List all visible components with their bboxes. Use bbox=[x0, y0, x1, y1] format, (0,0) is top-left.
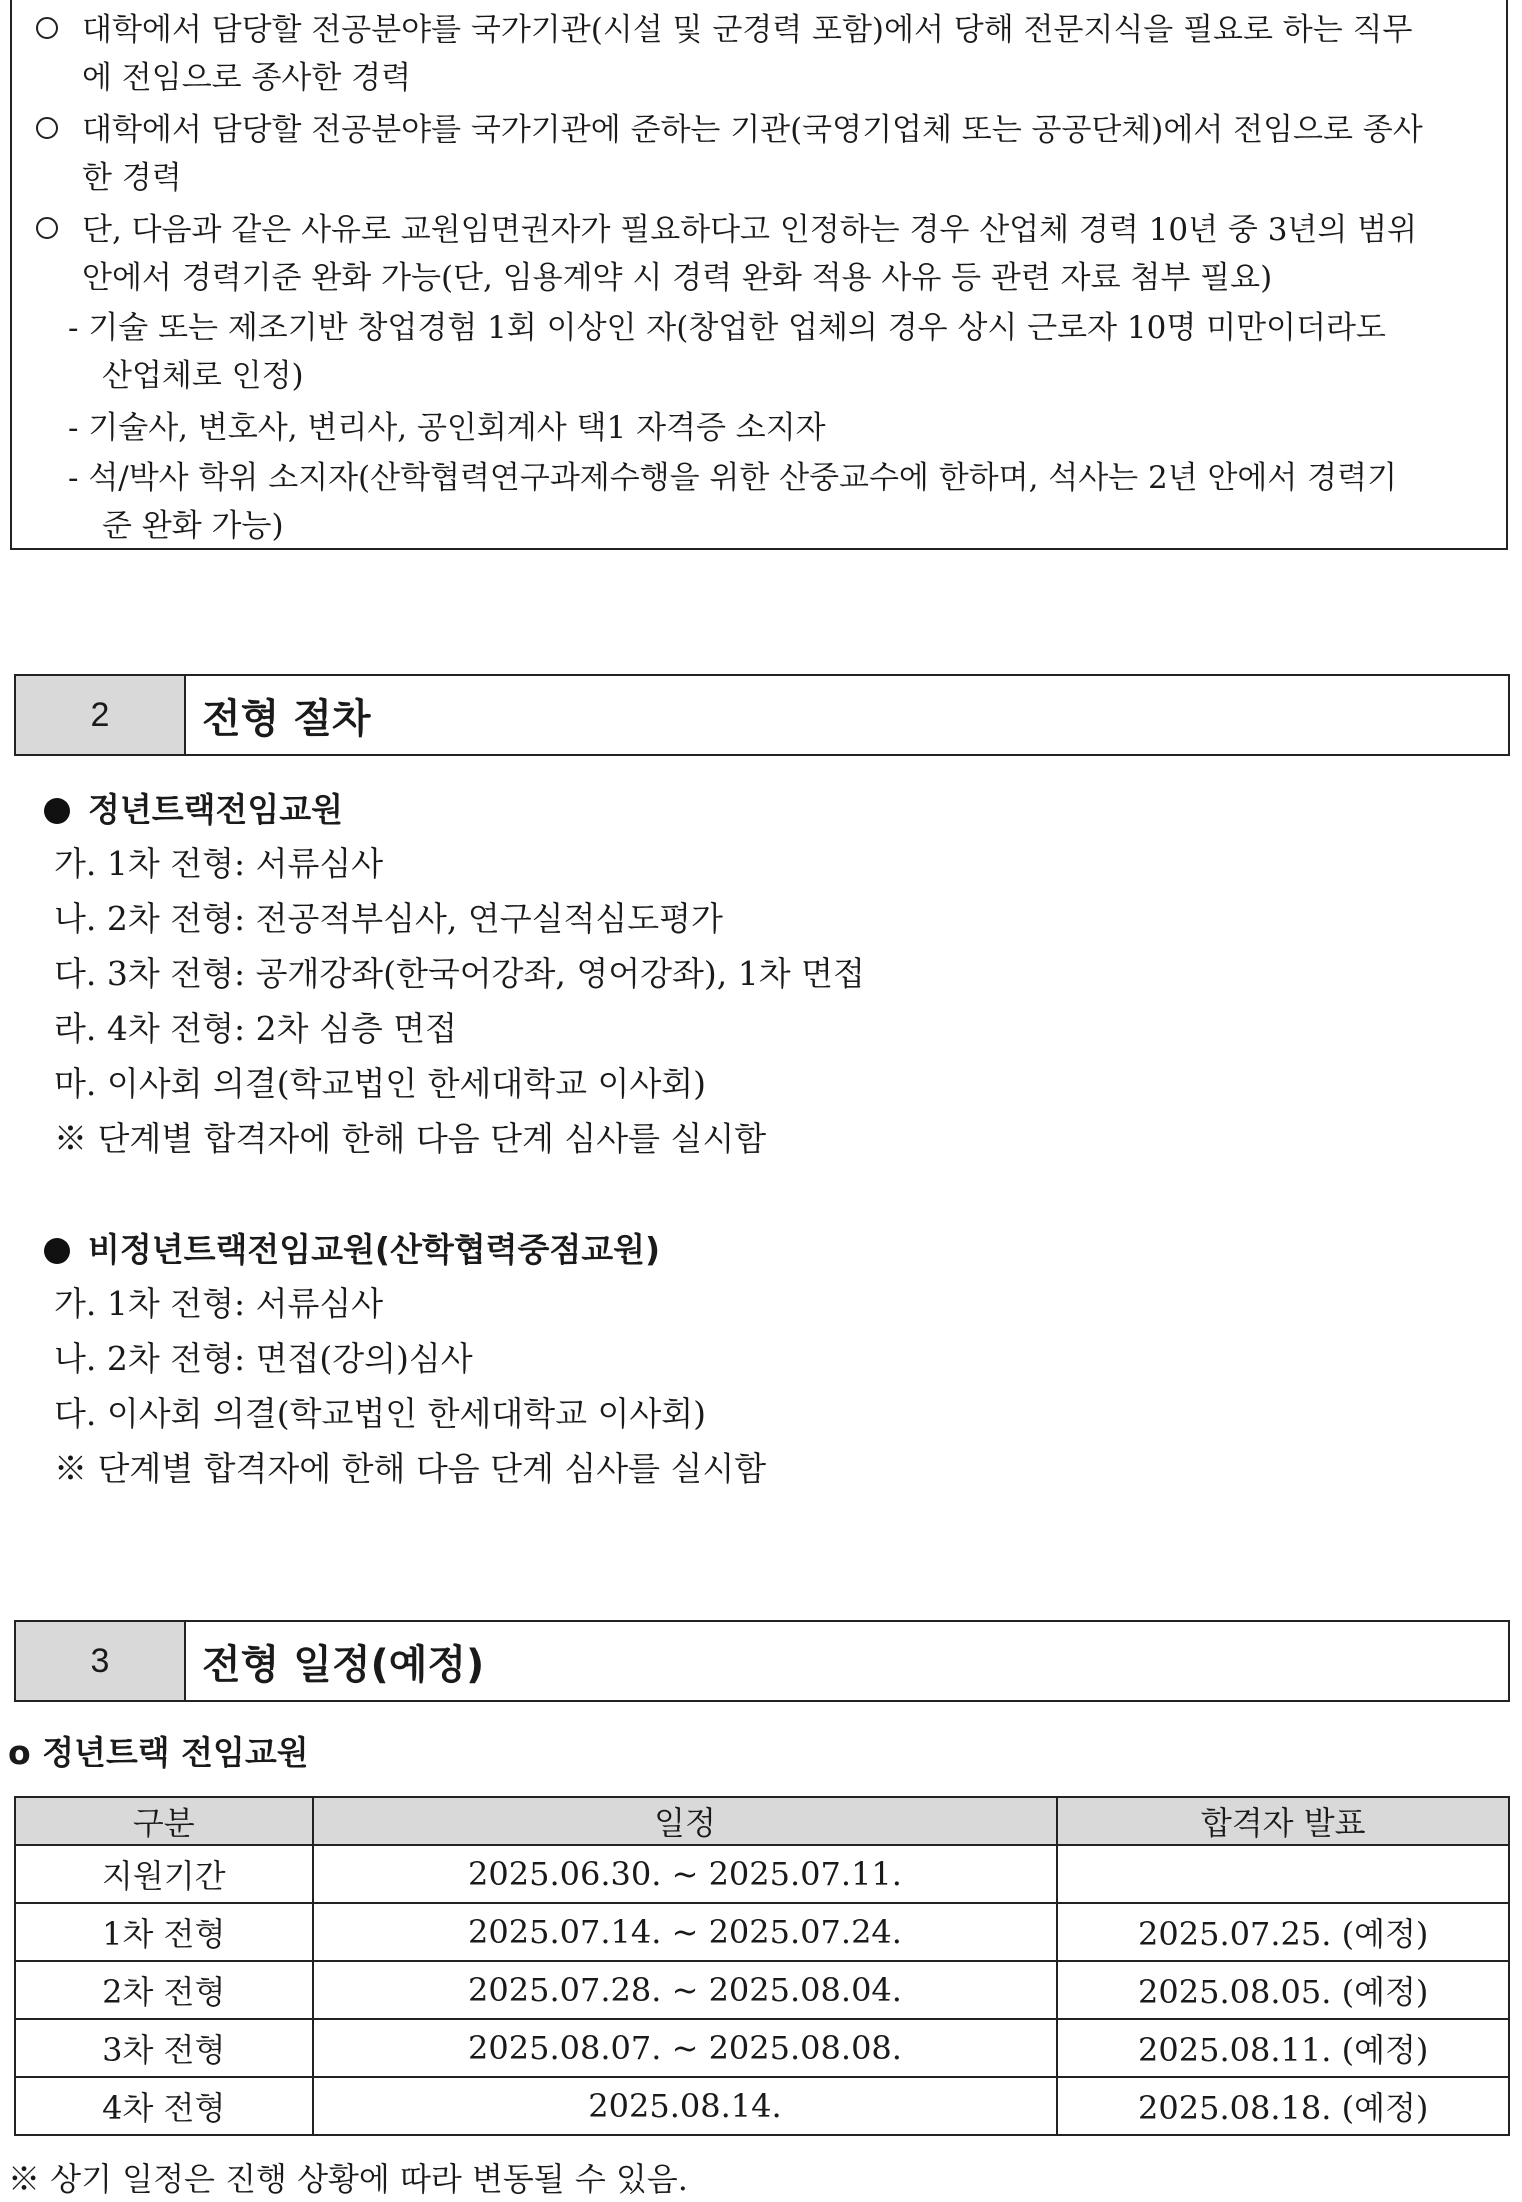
qualification-subitem: - 기술 또는 제조기반 창업경험 1회 이상인 자(창업한 업체의 경우 상시 근로자 10명 미만이더라도 bbox=[68, 310, 1386, 346]
schedule-footnote: ※ 상기 일정은 진행 상황에 따라 변동될 수 있음. bbox=[8, 2160, 688, 2198]
table-cell: 2025.07.25. (예정) bbox=[1057, 1903, 1509, 1961]
procedure-step: 다. 이사회 의결(학교법인 한세대학교 이사회) bbox=[54, 1394, 707, 1433]
table-cell: 2025.07.14. ~ 2025.07.24. bbox=[313, 1903, 1058, 1961]
procedure-note: ※ 단계별 합격자에 한해 다음 단계 심사를 실시함 bbox=[54, 1449, 767, 1488]
circle-bullet-icon bbox=[36, 217, 58, 239]
section-number: 3 bbox=[16, 1622, 186, 1700]
qualification-subitem-cont: 산업체로 인정) bbox=[102, 358, 304, 394]
procedure-step: 마. 이사회 의결(학교법인 한세대학교 이사회) bbox=[54, 1064, 707, 1103]
filled-circle-bullet-icon bbox=[44, 1238, 70, 1264]
track-title-tenure: 정년트랙전임교원 bbox=[44, 784, 343, 831]
table-cell: 2025.08.14. bbox=[313, 2077, 1058, 2135]
table-cell: 4차 전형 bbox=[15, 2077, 313, 2135]
table-cell: 2025.08.05. (예정) bbox=[1057, 1961, 1509, 2019]
procedure-step: 라. 4차 전형: 2차 심층 면접 bbox=[54, 1009, 457, 1048]
procedure-step: 가. 1차 전형: 서류심사 bbox=[54, 844, 384, 883]
column-header: 구분 bbox=[15, 1797, 313, 1845]
schedule-subtitle: o 정년트랙 전임교원 bbox=[8, 1733, 309, 1772]
section-header-procedure bbox=[14, 674, 1510, 756]
qualification-item: 단, 다음과 같은 사유로 교원임면권자가 필요하다고 인정하는 경우 산업체 경력 10년 중 3년의 범위 bbox=[36, 210, 1417, 250]
procedure-step: 가. 1차 전형: 서류심사 bbox=[54, 1284, 384, 1323]
table-header-row bbox=[15, 1797, 1509, 1845]
table-cell: 지원기간 bbox=[15, 1845, 313, 1903]
table-row bbox=[15, 1961, 1509, 2019]
section-header-schedule bbox=[14, 1620, 1510, 1702]
column-header: 합격자 발표 bbox=[1057, 1797, 1509, 1845]
qualification-subitem-cont: 준 완화 가능) bbox=[102, 508, 284, 544]
table-cell: 2025.06.30. ~ 2025.07.11. bbox=[313, 1845, 1058, 1903]
section-title: 전형 절차 bbox=[202, 695, 371, 742]
track-title-non-tenure: 비정년트랙전임교원(산학협력중점교원) bbox=[44, 1224, 660, 1271]
table-cell: 2025.08.11. (예정) bbox=[1057, 2019, 1509, 2077]
qualification-item: 대학에서 담당할 전공분야를 국가기관에 준하는 기관(국영기업체 또는 공공단체)에서 전임으로 종사 bbox=[36, 110, 1423, 150]
table-row bbox=[15, 1845, 1509, 1903]
table-cell: 2025.07.28. ~ 2025.08.04. bbox=[313, 1961, 1058, 2019]
circle-bullet-icon bbox=[36, 117, 58, 139]
schedule-table bbox=[14, 1796, 1510, 2136]
procedure-note: ※ 단계별 합격자에 한해 다음 단계 심사를 실시함 bbox=[54, 1119, 767, 1158]
qualification-item-cont: 에 전임으로 종사한 경력 bbox=[82, 60, 412, 96]
section-title: 전형 일정(예정) bbox=[202, 1641, 485, 1688]
qualification-subitem: - 기술사, 변호사, 변리사, 공인회계사 택1 자격증 소지자 bbox=[68, 410, 826, 446]
qualification-item-cont: 안에서 경력기준 완화 가능(단, 임용계약 시 경력 완화 적용 사유 등 관련 자료 첨부 필요) bbox=[82, 260, 1273, 296]
procedure-step: 다. 3차 전형: 공개강좌(한국어강좌, 영어강좌), 1차 면접 bbox=[54, 954, 865, 993]
column-header: 일정 bbox=[313, 1797, 1058, 1845]
qualification-subitem: - 석/박사 학위 소지자(산학협력연구과제수행을 위한 산중교수에 한하며, 석사는 2년 안에서 경력기 bbox=[68, 460, 1398, 496]
table-row bbox=[15, 2019, 1509, 2077]
filled-circle-bullet-icon bbox=[44, 798, 70, 824]
section-number: 2 bbox=[16, 676, 186, 754]
table-cell: 2차 전형 bbox=[15, 1961, 313, 2019]
table-cell: 2025.08.07. ~ 2025.08.08. bbox=[313, 2019, 1058, 2077]
table-cell bbox=[1057, 1845, 1509, 1903]
table-row bbox=[15, 2077, 1509, 2135]
table-cell: 2025.08.18. (예정) bbox=[1057, 2077, 1509, 2135]
circle-bullet-icon bbox=[36, 17, 58, 39]
procedure-step: 나. 2차 전형: 전공적부심사, 연구실적심도평가 bbox=[54, 899, 723, 938]
qualification-box bbox=[10, 0, 1508, 550]
procedure-step: 나. 2차 전형: 면접(강의)심사 bbox=[54, 1339, 473, 1378]
qualification-item: 대학에서 담당할 전공분야를 국가기관(시설 및 군경력 포함)에서 당해 전문지식을 필요로 하는 직무 bbox=[36, 10, 1412, 50]
qualification-item-cont: 한 경력 bbox=[82, 160, 182, 196]
table-cell: 1차 전형 bbox=[15, 1903, 313, 1961]
table-cell: 3차 전형 bbox=[15, 2019, 313, 2077]
table-row bbox=[15, 1903, 1509, 1961]
